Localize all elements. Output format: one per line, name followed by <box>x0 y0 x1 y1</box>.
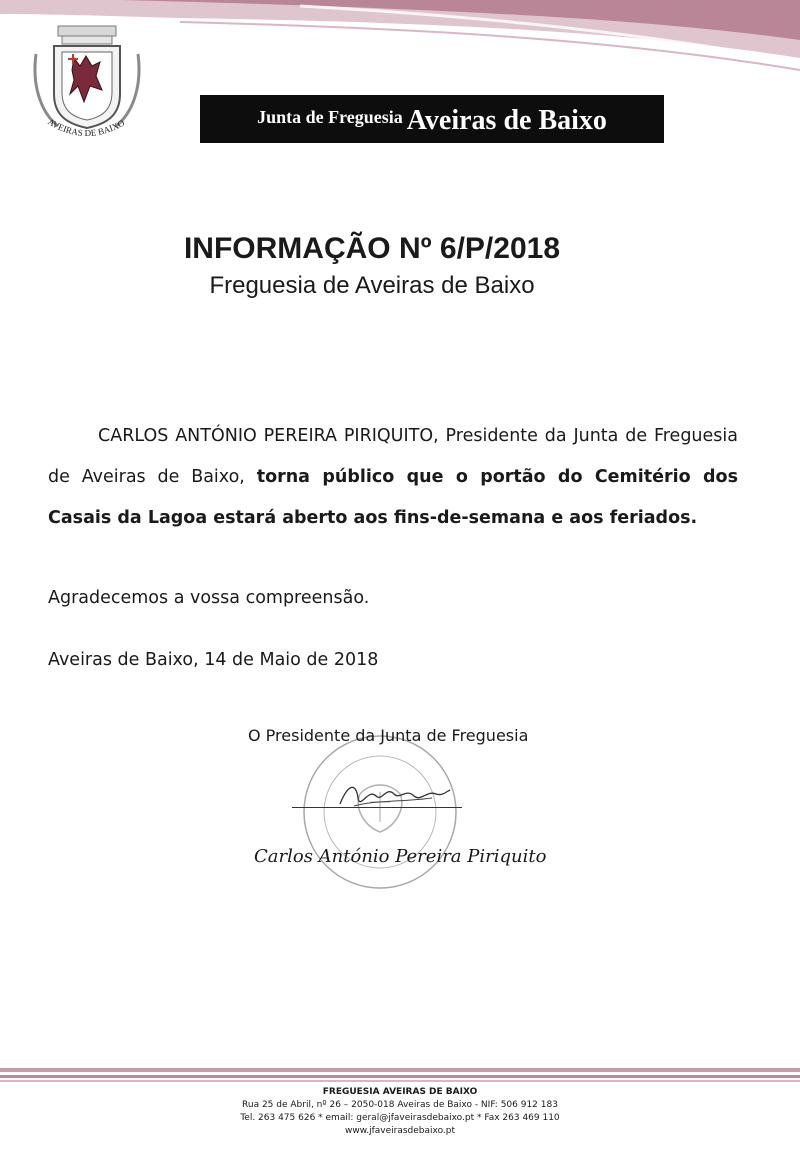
footer-address: Rua 25 de Abril, nº 26 – 2050-018 Aveiras de Baixo - NIF: 506 912 183 <box>242 1100 558 1110</box>
body-paragraph <box>48 416 738 539</box>
footer <box>0 1086 800 1138</box>
banner-prefix: Junta de Freguesia <box>257 107 403 127</box>
body-intro: CARLOS ANTÓNIO PEREIRA PIRIQUITO, Presidente da Junta de Freguesia de Aveiras de Baixo, <box>48 426 738 487</box>
signer-name: Carlos António Pereira Piriquito <box>254 846 547 867</box>
footer-swoosh <box>0 1066 800 1084</box>
closing-line: Agradecemos a vossa compreensão. <box>48 588 370 608</box>
dateline: Aveiras de Baixo, 14 de Maio de 2018 <box>48 650 379 670</box>
banner-name: Aveiras de Baixo <box>406 105 607 136</box>
footer-org: FREGUESIA AVEIRAS DE BAIXO <box>322 1087 478 1097</box>
footer-website: www.jfaveirasdebaixo.pt <box>344 1126 456 1136</box>
coat-of-arms-icon <box>28 24 146 149</box>
crest-motto: AVEIRAS DE BAIXO <box>46 116 127 139</box>
signature-line <box>292 807 462 808</box>
document-subtitle: Freguesia de Aveiras de Baixo <box>209 272 535 299</box>
signer-role: O Presidente da Junta de Freguesia <box>248 726 529 745</box>
handwritten-signature <box>334 776 454 816</box>
header-banner <box>200 95 664 143</box>
document-title: INFORMAÇÃO Nº 6/P/2018 <box>183 232 561 265</box>
footer-contacts: Tel. 263 475 626 * email: geral@jfaveirasdebaixo.pt * Fax 263 469 110 <box>240 1113 560 1123</box>
body-announcement: torna público que o portão do Cemitério dos Casais da Lagoa estará aberto aos fins-de-semana e aos feriados. <box>48 467 738 528</box>
